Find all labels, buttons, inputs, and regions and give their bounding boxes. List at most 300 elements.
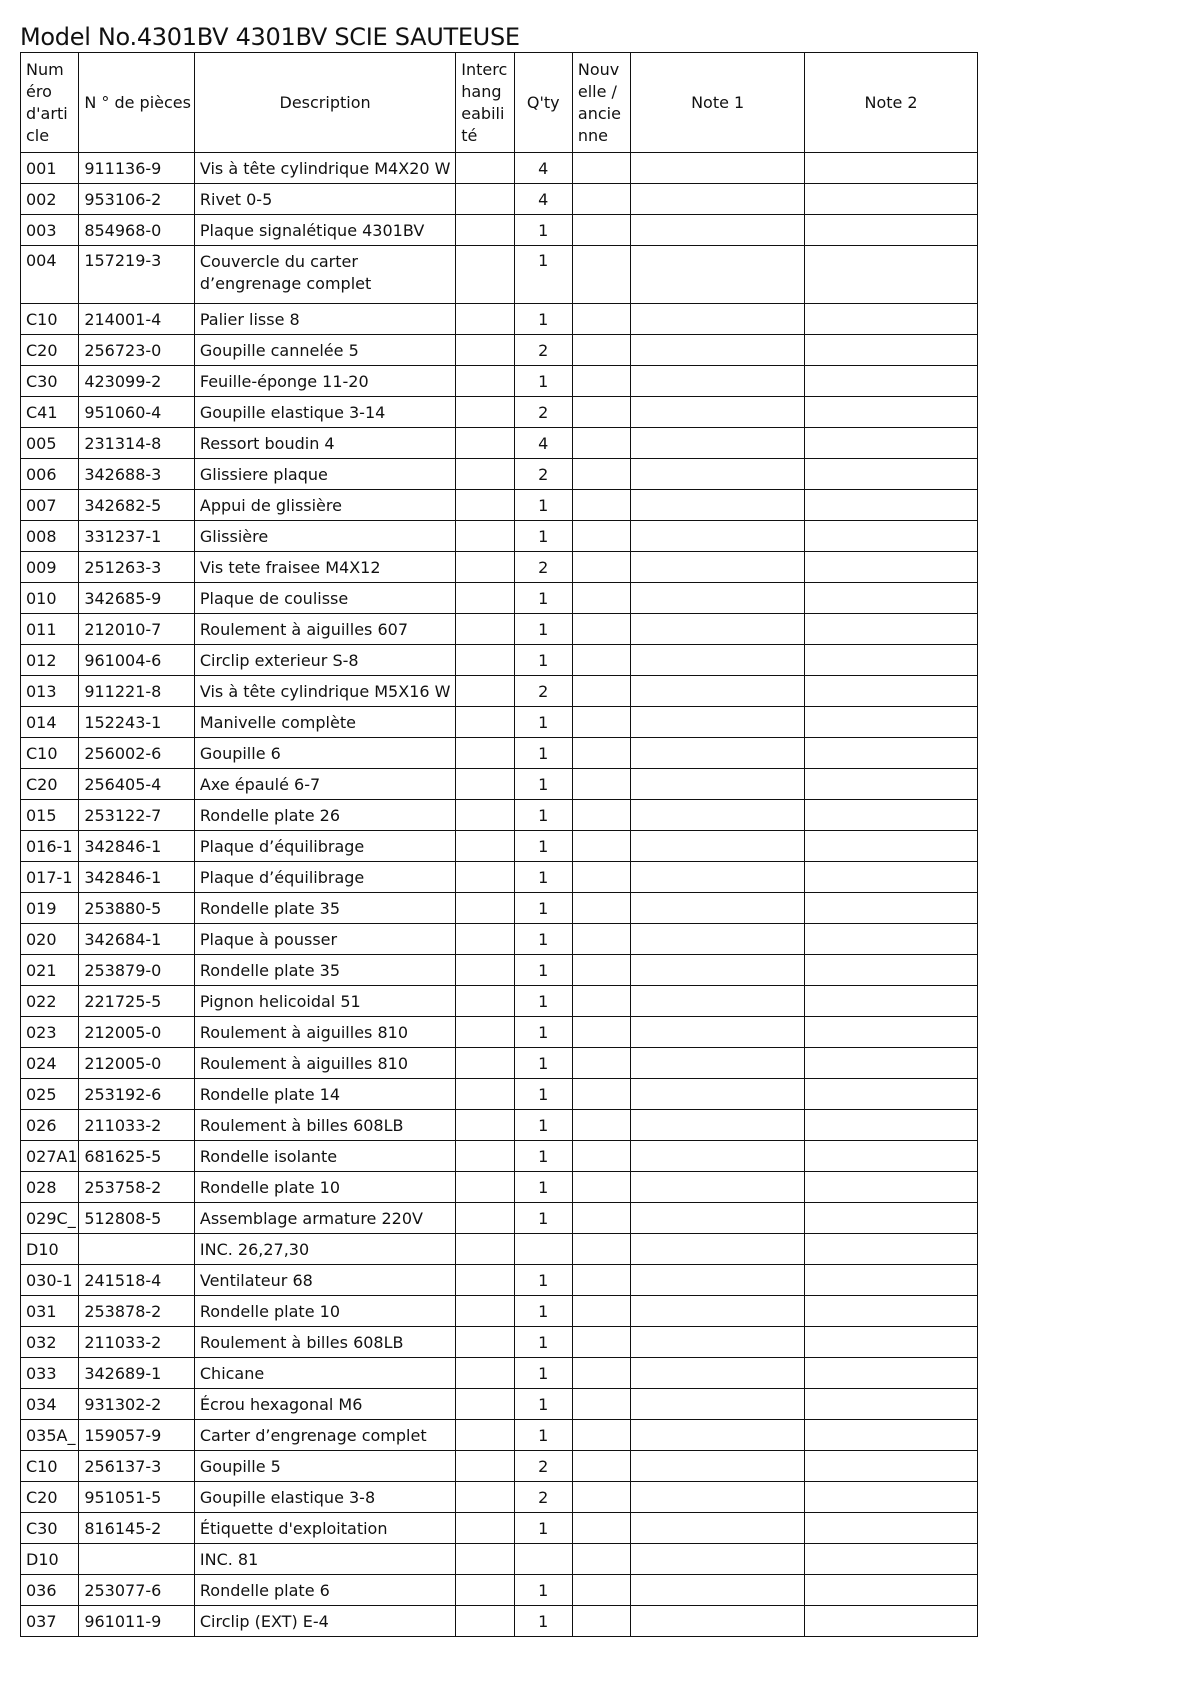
cell-description: Feuille-éponge 11-20: [194, 366, 455, 397]
cell-new-old: [572, 1513, 630, 1544]
cell-qty: 4: [514, 184, 572, 215]
cell-new-old: [572, 769, 630, 800]
cell-item-no: 001: [21, 153, 79, 184]
cell-item-no: 028: [21, 1172, 79, 1203]
cell-qty: 1: [514, 1017, 572, 1048]
cell-note-1: [631, 1141, 805, 1172]
cell-qty: 1: [514, 1358, 572, 1389]
cell-qty: 1: [514, 1079, 572, 1110]
cell-item-no: 033: [21, 1358, 79, 1389]
cell-note-2: [805, 1420, 978, 1451]
cell-item-no: 024: [21, 1048, 79, 1079]
cell-note-2: [805, 707, 978, 738]
cell-note-2: [805, 955, 978, 986]
cell-qty: 1: [514, 738, 572, 769]
cell-interchangeability: [456, 769, 514, 800]
cell-qty: 1: [514, 246, 572, 304]
cell-item-no: C20: [21, 769, 79, 800]
cell-note-1: [631, 1203, 805, 1234]
cell-part-no: [79, 1234, 195, 1265]
cell-qty: 1: [514, 614, 572, 645]
cell-item-no: 022: [21, 986, 79, 1017]
cell-qty: 1: [514, 1172, 572, 1203]
cell-new-old: [572, 893, 630, 924]
cell-note-1: [631, 184, 805, 215]
cell-new-old: [572, 1451, 630, 1482]
cell-item-no: 029C_: [21, 1203, 79, 1234]
cell-note-2: [805, 1358, 978, 1389]
cell-description: Appui de glissière: [194, 490, 455, 521]
cell-new-old: [572, 1358, 630, 1389]
cell-new-old: [572, 955, 630, 986]
cell-qty: 2: [514, 552, 572, 583]
cell-note-2: [805, 246, 978, 304]
table-row: [21, 552, 978, 583]
cell-part-no: 211033-2: [79, 1110, 195, 1141]
cell-interchangeability: [456, 397, 514, 428]
cell-qty: 1: [514, 707, 572, 738]
cell-interchangeability: [456, 1296, 514, 1327]
cell-part-no: 212010-7: [79, 614, 195, 645]
cell-note-1: [631, 246, 805, 304]
cell-part-no: 152243-1: [79, 707, 195, 738]
cell-new-old: [572, 1172, 630, 1203]
cell-part-no: 159057-9: [79, 1420, 195, 1451]
cell-part-no: 961011-9: [79, 1606, 195, 1637]
cell-part-no: 423099-2: [79, 366, 195, 397]
cell-part-no: 211033-2: [79, 1327, 195, 1358]
page-title: Model No.4301BV 4301BV SCIE SAUTEUSE: [20, 23, 520, 51]
cell-note-1: [631, 1420, 805, 1451]
table-row: [21, 1172, 978, 1203]
parts-table: [20, 52, 978, 1637]
cell-interchangeability: [456, 955, 514, 986]
cell-part-no: 212005-0: [79, 1017, 195, 1048]
cell-part-no: 253880-5: [79, 893, 195, 924]
col-header-part-no: N ° de pièces: [79, 53, 195, 153]
cell-new-old: [572, 184, 630, 215]
cell-new-old: [572, 215, 630, 246]
table-row: [21, 707, 978, 738]
cell-note-1: [631, 738, 805, 769]
cell-note-2: [805, 459, 978, 490]
table-row: [21, 1575, 978, 1606]
cell-interchangeability: [456, 153, 514, 184]
cell-note-1: [631, 862, 805, 893]
cell-item-no: 027A1: [21, 1141, 79, 1172]
cell-note-1: [631, 1079, 805, 1110]
cell-item-no: 030-1: [21, 1265, 79, 1296]
cell-note-2: [805, 676, 978, 707]
cell-note-2: [805, 1079, 978, 1110]
cell-description: Plaque d’équilibrage: [194, 862, 455, 893]
cell-interchangeability: [456, 1358, 514, 1389]
cell-new-old: [572, 800, 630, 831]
cell-note-2: [805, 583, 978, 614]
cell-note-2: [805, 614, 978, 645]
cell-part-no: [79, 1544, 195, 1575]
cell-interchangeability: [456, 1544, 514, 1575]
cell-interchangeability: [456, 490, 514, 521]
cell-interchangeability: [456, 924, 514, 955]
cell-new-old: [572, 1141, 630, 1172]
cell-description: Étiquette d'exploitation: [194, 1513, 455, 1544]
cell-part-no: 221725-5: [79, 986, 195, 1017]
cell-note-1: [631, 1451, 805, 1482]
cell-description: Plaque à pousser: [194, 924, 455, 955]
cell-interchangeability: [456, 1513, 514, 1544]
cell-part-no: 256002-6: [79, 738, 195, 769]
table-row: [21, 397, 978, 428]
cell-note-1: [631, 831, 805, 862]
table-row: [21, 1234, 978, 1265]
cell-note-2: [805, 1203, 978, 1234]
cell-item-no: C20: [21, 1482, 79, 1513]
cell-item-no: 005: [21, 428, 79, 459]
cell-part-no: 253879-0: [79, 955, 195, 986]
table-row: [21, 738, 978, 769]
cell-note-1: [631, 645, 805, 676]
cell-part-no: 253878-2: [79, 1296, 195, 1327]
cell-note-1: [631, 1265, 805, 1296]
cell-qty: 1: [514, 583, 572, 614]
cell-interchangeability: [456, 707, 514, 738]
cell-qty: 1: [514, 1110, 572, 1141]
cell-qty: 2: [514, 397, 572, 428]
cell-note-1: [631, 1234, 805, 1265]
table-row: [21, 335, 978, 366]
cell-new-old: [572, 1575, 630, 1606]
col-header-new-old: Nouvelle / ancienne: [572, 53, 630, 153]
cell-part-no: 911136-9: [79, 153, 195, 184]
cell-part-no: 157219-3: [79, 246, 195, 304]
cell-note-2: [805, 490, 978, 521]
cell-description: Rondelle plate 14: [194, 1079, 455, 1110]
cell-part-no: 342846-1: [79, 862, 195, 893]
cell-part-no: 951051-5: [79, 1482, 195, 1513]
table-row: [21, 1420, 978, 1451]
cell-item-no: 025: [21, 1079, 79, 1110]
cell-note-1: [631, 1606, 805, 1637]
table-row: [21, 1358, 978, 1389]
cell-part-no: 951060-4: [79, 397, 195, 428]
cell-item-no: C20: [21, 335, 79, 366]
cell-description: Rondelle plate 10: [194, 1296, 455, 1327]
cell-note-1: [631, 707, 805, 738]
cell-note-1: [631, 304, 805, 335]
cell-qty: 1: [514, 521, 572, 552]
cell-interchangeability: [456, 246, 514, 304]
cell-new-old: [572, 459, 630, 490]
cell-description: Rondelle plate 26: [194, 800, 455, 831]
cell-part-no: 331237-1: [79, 521, 195, 552]
cell-interchangeability: [456, 1172, 514, 1203]
cell-qty: 1: [514, 1606, 572, 1637]
cell-description: Circlip exterieur S-8: [194, 645, 455, 676]
cell-interchangeability: [456, 614, 514, 645]
cell-description: Manivelle complète: [194, 707, 455, 738]
cell-interchangeability: [456, 459, 514, 490]
col-header-note-2: Note 2: [805, 53, 978, 153]
cell-note-1: [631, 769, 805, 800]
cell-note-2: [805, 1451, 978, 1482]
cell-item-no: 007: [21, 490, 79, 521]
table-body: [21, 153, 978, 1637]
cell-note-1: [631, 428, 805, 459]
cell-description: Rivet 0-5: [194, 184, 455, 215]
table-row: [21, 153, 978, 184]
table-row: [21, 1513, 978, 1544]
cell-new-old: [572, 924, 630, 955]
cell-note-2: [805, 645, 978, 676]
cell-description: Rondelle plate 35: [194, 893, 455, 924]
cell-part-no: 816145-2: [79, 1513, 195, 1544]
col-header-note-1: Note 1: [631, 53, 805, 153]
cell-interchangeability: [456, 1389, 514, 1420]
col-header-description: Description: [194, 53, 455, 153]
cell-note-2: [805, 893, 978, 924]
cell-item-no: D10: [21, 1544, 79, 1575]
table-row: [21, 800, 978, 831]
cell-description: Glissière: [194, 521, 455, 552]
cell-note-2: [805, 521, 978, 552]
cell-description: Rondelle isolante: [194, 1141, 455, 1172]
cell-interchangeability: [456, 738, 514, 769]
table-row: [21, 1451, 978, 1482]
cell-note-1: [631, 1296, 805, 1327]
cell-note-2: [805, 1606, 978, 1637]
cell-part-no: 961004-6: [79, 645, 195, 676]
cell-item-no: 002: [21, 184, 79, 215]
cell-item-no: C10: [21, 738, 79, 769]
cell-item-no: 008: [21, 521, 79, 552]
cell-new-old: [572, 1110, 630, 1141]
cell-item-no: C10: [21, 1451, 79, 1482]
cell-qty: 1: [514, 366, 572, 397]
cell-qty: 1: [514, 645, 572, 676]
cell-interchangeability: [456, 1017, 514, 1048]
cell-item-no: 031: [21, 1296, 79, 1327]
cell-item-no: 011: [21, 614, 79, 645]
cell-description: Écrou hexagonal M6: [194, 1389, 455, 1420]
cell-interchangeability: [456, 366, 514, 397]
cell-description: Rondelle plate 35: [194, 955, 455, 986]
cell-new-old: [572, 583, 630, 614]
cell-item-no: 023: [21, 1017, 79, 1048]
cell-item-no: 015: [21, 800, 79, 831]
cell-new-old: [572, 831, 630, 862]
table-row: [21, 583, 978, 614]
cell-note-1: [631, 1358, 805, 1389]
cell-note-2: [805, 552, 978, 583]
table-row: [21, 1389, 978, 1420]
cell-qty: 1: [514, 1141, 572, 1172]
cell-interchangeability: [456, 1420, 514, 1451]
table-row: [21, 215, 978, 246]
cell-description: Axe épaulé 6-7: [194, 769, 455, 800]
cell-description: Goupille 5: [194, 1451, 455, 1482]
table-row: [21, 304, 978, 335]
cell-note-2: [805, 1575, 978, 1606]
cell-qty: 1: [514, 1513, 572, 1544]
cell-item-no: 016-1: [21, 831, 79, 862]
cell-note-2: [805, 397, 978, 428]
cell-part-no: 681625-5: [79, 1141, 195, 1172]
cell-interchangeability: [456, 831, 514, 862]
cell-new-old: [572, 1544, 630, 1575]
cell-qty: 1: [514, 1389, 572, 1420]
cell-new-old: [572, 246, 630, 304]
cell-note-1: [631, 215, 805, 246]
cell-new-old: [572, 1327, 630, 1358]
cell-note-1: [631, 153, 805, 184]
cell-new-old: [572, 1079, 630, 1110]
cell-interchangeability: [456, 1575, 514, 1606]
table-row: [21, 366, 978, 397]
cell-qty: 1: [514, 831, 572, 862]
cell-note-1: [631, 1482, 805, 1513]
cell-qty: 1: [514, 1420, 572, 1451]
cell-item-no: 010: [21, 583, 79, 614]
cell-note-1: [631, 1389, 805, 1420]
cell-part-no: 342684-1: [79, 924, 195, 955]
table-row: [21, 955, 978, 986]
cell-new-old: [572, 153, 630, 184]
cell-interchangeability: [456, 552, 514, 583]
cell-note-1: [631, 366, 805, 397]
cell-item-no: 020: [21, 924, 79, 955]
cell-note-2: [805, 1172, 978, 1203]
cell-note-2: [805, 738, 978, 769]
cell-note-1: [631, 1172, 805, 1203]
cell-qty: 1: [514, 893, 572, 924]
cell-qty: [514, 1544, 572, 1575]
cell-new-old: [572, 1389, 630, 1420]
cell-note-2: [805, 831, 978, 862]
table-row: [21, 1327, 978, 1358]
cell-description: Goupille elastique 3-8: [194, 1482, 455, 1513]
cell-interchangeability: [456, 645, 514, 676]
cell-interchangeability: [456, 1451, 514, 1482]
cell-new-old: [572, 707, 630, 738]
cell-note-1: [631, 676, 805, 707]
cell-note-2: [805, 862, 978, 893]
cell-new-old: [572, 335, 630, 366]
cell-part-no: 953106-2: [79, 184, 195, 215]
cell-new-old: [572, 397, 630, 428]
cell-note-1: [631, 459, 805, 490]
cell-note-2: [805, 1544, 978, 1575]
cell-description: Glissiere plaque: [194, 459, 455, 490]
cell-interchangeability: [456, 335, 514, 366]
cell-qty: 1: [514, 800, 572, 831]
cell-qty: 1: [514, 304, 572, 335]
cell-new-old: [572, 1203, 630, 1234]
cell-note-2: [805, 153, 978, 184]
cell-new-old: [572, 1017, 630, 1048]
cell-note-1: [631, 1513, 805, 1544]
cell-interchangeability: [456, 800, 514, 831]
cell-description: Vis à tête cylindrique M4X20 W: [194, 153, 455, 184]
table-row: [21, 490, 978, 521]
table-header-row: [21, 53, 978, 153]
cell-part-no: 212005-0: [79, 1048, 195, 1079]
cell-interchangeability: [456, 1482, 514, 1513]
table-row: [21, 1482, 978, 1513]
cell-description: Plaque signalétique 4301BV: [194, 215, 455, 246]
cell-note-2: [805, 1017, 978, 1048]
cell-note-1: [631, 1048, 805, 1079]
cell-new-old: [572, 645, 630, 676]
cell-description: Carter d’engrenage complet: [194, 1420, 455, 1451]
cell-note-1: [631, 1544, 805, 1575]
cell-qty: [514, 1234, 572, 1265]
cell-part-no: 342846-1: [79, 831, 195, 862]
cell-new-old: [572, 366, 630, 397]
cell-item-no: C10: [21, 304, 79, 335]
table-row: [21, 1079, 978, 1110]
table-row: [21, 246, 978, 304]
cell-description: Rondelle plate 10: [194, 1172, 455, 1203]
cell-description: Roulement à billes 608LB: [194, 1327, 455, 1358]
table-row: [21, 1544, 978, 1575]
cell-new-old: [572, 1296, 630, 1327]
cell-interchangeability: [456, 1203, 514, 1234]
cell-interchangeability: [456, 1110, 514, 1141]
cell-part-no: 253077-6: [79, 1575, 195, 1606]
cell-note-2: [805, 335, 978, 366]
cell-description: Palier lisse 8: [194, 304, 455, 335]
cell-qty: 2: [514, 1451, 572, 1482]
cell-new-old: [572, 676, 630, 707]
cell-note-2: [805, 1234, 978, 1265]
cell-part-no: 256723-0: [79, 335, 195, 366]
cell-new-old: [572, 1265, 630, 1296]
cell-part-no: 342688-3: [79, 459, 195, 490]
cell-note-2: [805, 215, 978, 246]
table-row: [21, 1203, 978, 1234]
cell-description: INC. 81: [194, 1544, 455, 1575]
cell-part-no: 256137-3: [79, 1451, 195, 1482]
cell-interchangeability: [456, 1048, 514, 1079]
cell-qty: 1: [514, 1048, 572, 1079]
cell-part-no: 342682-5: [79, 490, 195, 521]
cell-note-2: [805, 1265, 978, 1296]
cell-item-no: 035A_: [21, 1420, 79, 1451]
cell-qty: 4: [514, 153, 572, 184]
cell-note-2: [805, 1048, 978, 1079]
table-row: [21, 521, 978, 552]
table-row: [21, 769, 978, 800]
table-row: [21, 893, 978, 924]
cell-description: INC. 26,27,30: [194, 1234, 455, 1265]
cell-interchangeability: [456, 1265, 514, 1296]
cell-qty: 1: [514, 1265, 572, 1296]
cell-note-2: [805, 184, 978, 215]
table-row: [21, 459, 978, 490]
cell-note-2: [805, 1513, 978, 1544]
cell-item-no: 004: [21, 246, 79, 304]
cell-qty: 1: [514, 924, 572, 955]
cell-new-old: [572, 521, 630, 552]
cell-qty: 2: [514, 1482, 572, 1513]
cell-description: Roulement à aiguilles 810: [194, 1048, 455, 1079]
cell-note-2: [805, 1141, 978, 1172]
table-row: [21, 1017, 978, 1048]
cell-new-old: [572, 862, 630, 893]
cell-interchangeability: [456, 1141, 514, 1172]
cell-note-2: [805, 304, 978, 335]
